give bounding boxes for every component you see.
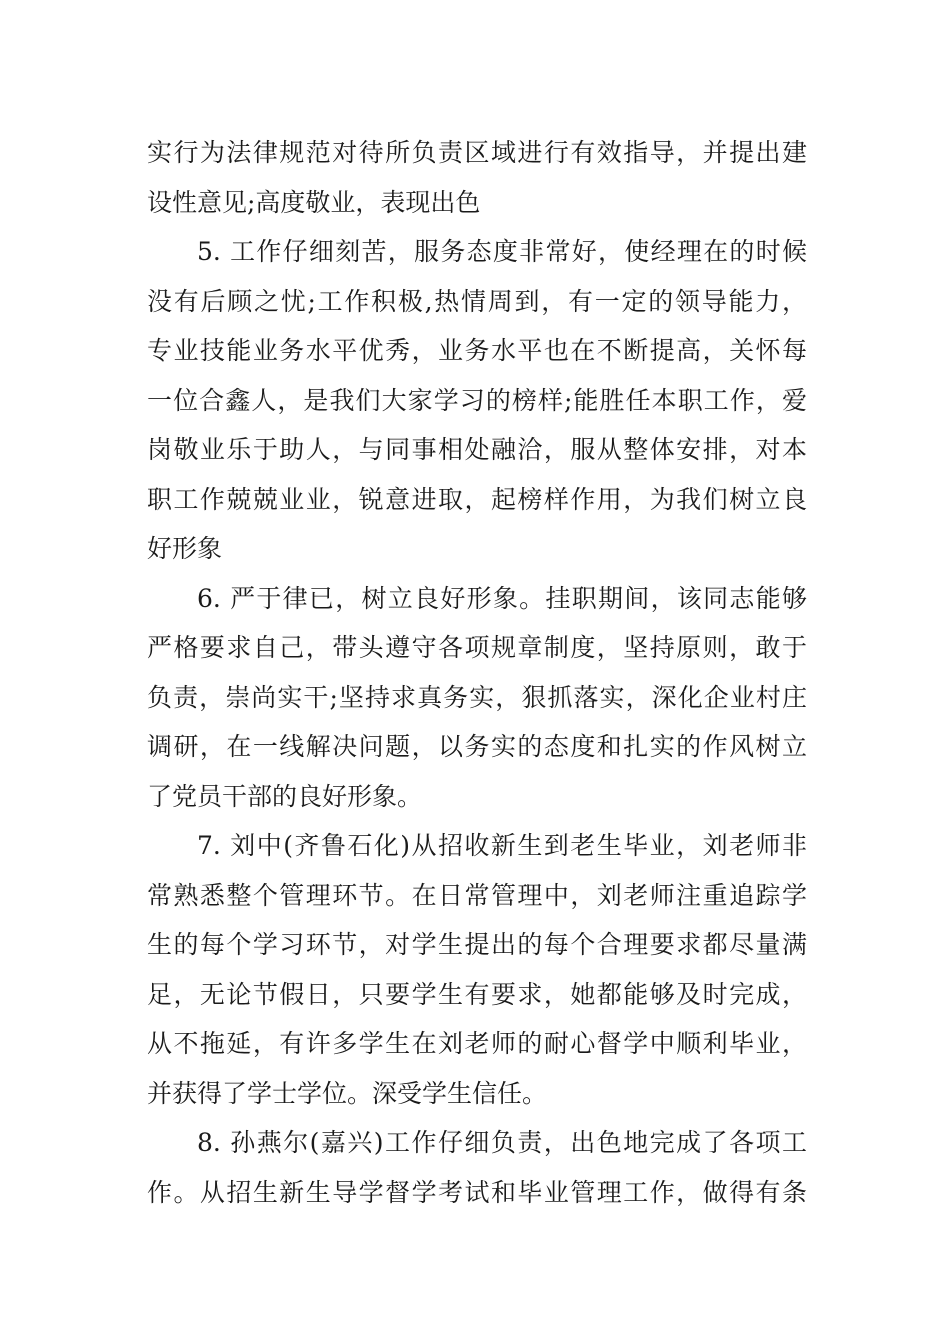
paragraph-item-5 xyxy=(147,227,807,574)
text-line: 职工作兢兢业业，锐意进取，起榜样作用，为我们树立良 xyxy=(147,484,807,514)
text-line: 负责，崇尚实干;坚持求真务实，狠抓落实，深化企业村庄 xyxy=(147,682,807,712)
text-line: 设性意见;高度敬业，表现出色 xyxy=(147,187,481,217)
text-line: 并获得了学士学位。深受学生信任。 xyxy=(147,1078,548,1108)
text-line: 7. 刘中(齐鲁石化)从招收新生到老生毕业，刘老师非 xyxy=(197,831,807,860)
text-line: 专业技能业务水平优秀，业务水平也在不断提高，关怀每 xyxy=(147,336,807,365)
text-line: 5. 工作仔细刻苦，服务态度非常好，使经理在的时候 xyxy=(197,237,807,266)
text-line: 作。从招生新生导学督学考试和毕业管理工作，做得有条 xyxy=(147,1177,807,1207)
text-line: 调研，在一线解决问题，以务实的态度和扎实的作风树立 xyxy=(147,732,807,761)
text-line: 6. 严于律已，树立良好形象。挂职期间，该同志能够 xyxy=(197,583,807,613)
text-line: 常熟悉整个管理环节。在日常管理中，刘老师注重追踪学 xyxy=(147,880,807,910)
text-line: 没有后顾之忧;工作积极,热情周到，有一定的领导能力， xyxy=(147,286,807,316)
text-line: 生的每个学习环节，对学生提出的每个合理要求都尽量满 xyxy=(147,930,807,959)
document-body xyxy=(147,128,807,1217)
paragraph-item-6 xyxy=(147,574,807,822)
paragraph-continuation xyxy=(147,128,807,227)
text-line: 严格要求自己，带头遵守各项规章制度，坚持原则，敢于 xyxy=(147,633,807,662)
text-line: 了党员干部的良好形象。 xyxy=(147,781,423,811)
text-line: 从不拖延，有许多学生在刘老师的耐心督学中顺利毕业， xyxy=(147,1029,807,1058)
text-line: 实行为法律规范对待所负责区域进行有效指导，并提出建 xyxy=(147,138,807,167)
paragraph-item-8 xyxy=(147,1118,807,1217)
paragraph-item-7 xyxy=(147,821,807,1118)
text-line: 足，无论节假日，只要学生有要求，她都能够及时完成， xyxy=(147,979,807,1009)
text-line: 岗敬业乐于助人，与同事相处融洽，服从整体安排，对本 xyxy=(147,435,807,464)
text-line: 好形象 xyxy=(147,534,223,563)
text-line: 一位合鑫人，是我们大家学习的榜样;能胜任本职工作，爱 xyxy=(147,385,807,415)
text-line: 8. 孙燕尔(嘉兴)工作仔细负责，出色地完成了各项工 xyxy=(197,1128,807,1157)
